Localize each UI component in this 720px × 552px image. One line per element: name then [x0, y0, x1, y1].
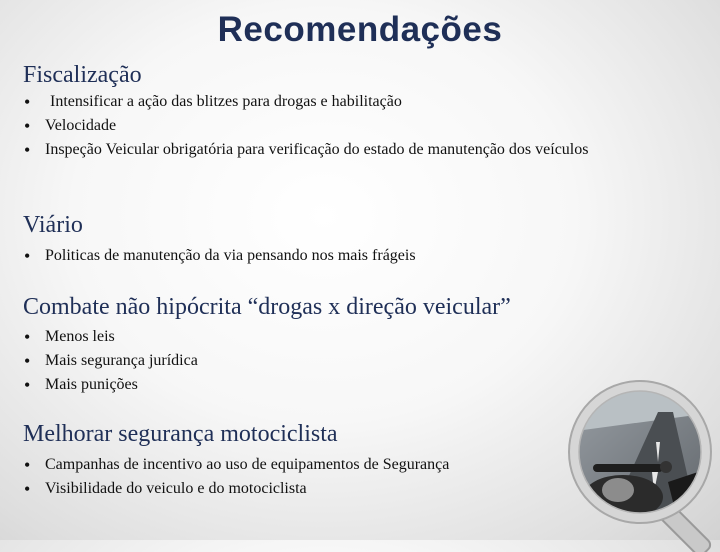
- list-item: • Menos leis: [23, 325, 198, 349]
- magnifier-photo-icon: [548, 372, 720, 552]
- list-item: • Campanhas de incentivo ao uso de equipamentos de Segurança: [23, 453, 449, 477]
- list-item: • Mais segurança jurídica: [23, 349, 198, 373]
- section-heading-fiscalizacao: Fiscalização: [23, 62, 142, 88]
- list-item: • Velocidade: [23, 114, 707, 138]
- section-heading-motociclista: Melhorar segurança motociclista: [23, 421, 338, 447]
- list-item: • Mais punições: [23, 373, 198, 397]
- bullet-list-motociclista: [23, 453, 449, 501]
- bullet-list-fiscalizacao: [23, 90, 707, 162]
- list-item: • Inspeção Veicular obrigatória para verificação do estado de manutenção dos veículos: [23, 138, 707, 162]
- bullet-list-combate: [23, 325, 198, 397]
- list-item: • Visibilidade do veiculo e do motociclista: [23, 477, 449, 501]
- list-item: • Intensificar a ação das blitzes para drogas e habilitação: [23, 90, 707, 114]
- section-heading-combate: Combate não hipócrita “drogas x direção veicular”: [23, 294, 511, 320]
- bullet-list-viario: [23, 244, 416, 268]
- list-item: • Politicas de manutenção da via pensando nos mais frágeis: [23, 244, 416, 268]
- section-heading-viario: Viário: [23, 212, 83, 238]
- page-title: Recomendações: [217, 10, 503, 49]
